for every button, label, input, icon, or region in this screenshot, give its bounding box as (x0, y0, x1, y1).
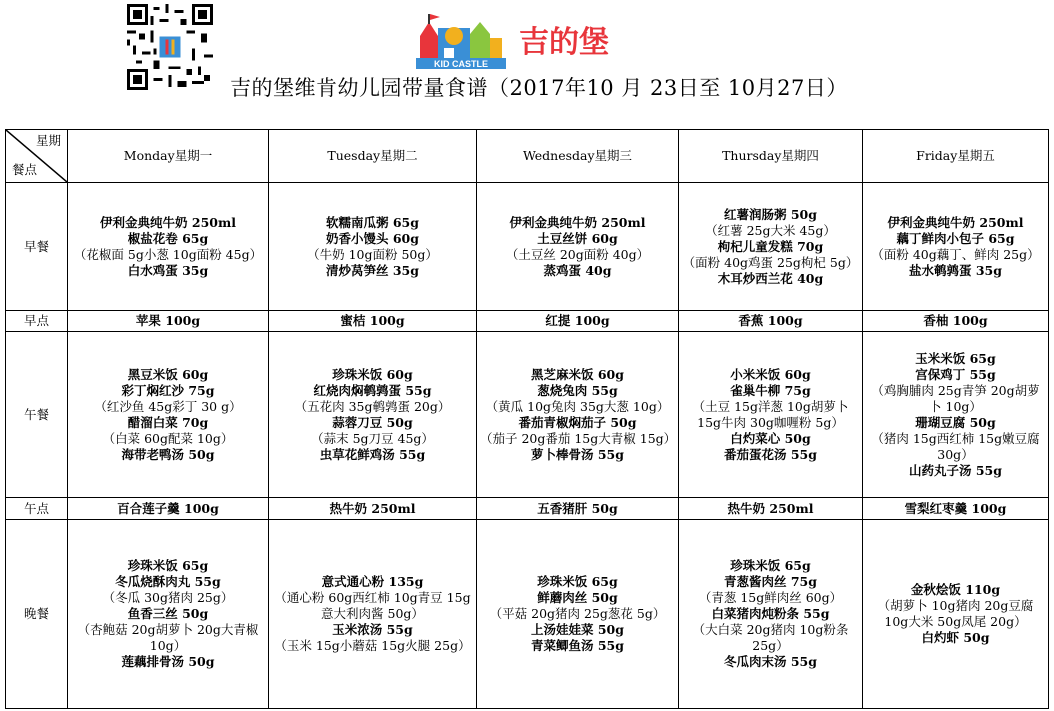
menu-cell (269, 520, 477, 709)
dish-item: 雀巢牛柳 75g (730, 382, 811, 398)
dish-item: 宫保鸡丁 55g (915, 366, 996, 382)
day-header-tuesday: Tuesday星期二 (269, 130, 477, 183)
dish-item: 红提 100g (545, 313, 610, 328)
ingredient-note: （杏鲍菇 20g胡萝卜 20g大青椒 10g） (77, 622, 259, 653)
dish-item: 热牛奶 250ml (727, 500, 814, 516)
meal-label: 早点 (6, 311, 68, 332)
menu-cell (477, 498, 679, 520)
ingredient-note: （胡萝卜 10g猪肉 20g豆腐 10g大米 50g凤尾 20g） (877, 598, 1034, 629)
dish-item: 珍珠米饭 65g (537, 574, 618, 589)
menu-cell (68, 311, 269, 332)
dish-item: 蒜蓉刀豆 50g (332, 414, 413, 430)
menu-cell (679, 332, 863, 498)
dish-item: 伊利金典纯牛奶 250ml (509, 214, 646, 230)
corner-cell (6, 130, 68, 183)
menu-cell (269, 332, 477, 498)
ingredient-note: （土豆丝 20g面粉 40g） (505, 246, 650, 262)
dish-item: 奶香小馒头 60g (326, 230, 419, 246)
ingredient-note: （白菜 60g配菜 10g） (102, 430, 234, 446)
ingredient-note: （土豆 15g洋葱 10g胡萝卜 15g牛肉 30g咖喱粉 5g） (692, 398, 849, 430)
dish-item: 珍珠米饭 60g (332, 366, 413, 382)
dish-item: 海带老鸭汤 50g (121, 446, 215, 462)
ingredient-note: （黄瓜 10g兔肉 35g大葱 10g） (485, 398, 670, 414)
dish-item: 木耳炒西兰花 40g (717, 270, 824, 286)
brand-en: KID CASTLE (434, 59, 488, 69)
row-afternoon-snack (6, 498, 1049, 520)
ingredient-note: （冬瓜 30g猪肉 25g） (102, 590, 234, 605)
day-header-friday: Friday星期五 (863, 130, 1049, 183)
dish-item: 醋溜白菜 70g (127, 414, 209, 430)
ingredient-note: （红沙鱼 45g彩丁 30 g） (94, 398, 242, 414)
ingredient-note: （蒜末 5g刀豆 45g） (311, 430, 434, 446)
dish-item: 白灼虾 50g (921, 630, 990, 645)
dish-item: 虫草花鲜鸡汤 55g (319, 446, 426, 462)
dish-item: 彩丁焖红沙 75g (121, 382, 215, 398)
dish-item: 土豆丝饼 60g (537, 230, 618, 246)
dish-item: 青菜鲫鱼汤 55g (531, 638, 624, 653)
menu-cell (269, 311, 477, 332)
meal-label: 晚餐 (6, 520, 68, 709)
dish-item: 莲藕排骨汤 50g (121, 654, 215, 669)
ingredient-note: （花椒面 5g小葱 10g面粉 45g） (73, 246, 263, 262)
dish-item: 伊利金典纯牛奶 250ml (100, 214, 236, 230)
ingredient-note: （面粉 40g鸡蛋 25g枸杞 5g） (682, 254, 859, 270)
dish-item: 蒸鸡蛋 40g (543, 262, 612, 278)
dish-item: 番茄蛋花汤 55g (724, 446, 817, 462)
dish-item: 萝卜棒骨汤 55g (531, 446, 624, 462)
day-header-thursday: Thursday星期四 (679, 130, 863, 183)
dish-item: 盐水鹌鹑蛋 35g (909, 262, 1002, 278)
menu-cell (269, 183, 477, 311)
menu-cell (863, 520, 1049, 709)
menu-cell (679, 498, 863, 520)
qr-code-image (127, 4, 213, 90)
menu-cell (477, 311, 679, 332)
dish-item: 番茄青椒焖茄子 50g (518, 414, 637, 430)
dish-item: 白菜猪肉炖粉条 55g (711, 606, 830, 621)
dish-item: 鲜蘑肉丝 50g (537, 590, 618, 605)
dish-item: 香柚 100g (923, 313, 988, 328)
day-header-monday: Monday星期一 (68, 130, 269, 183)
page-title: 吉的堡维肯幼儿园带量食谱（2017年10 月 23日至 10月27日） (230, 76, 848, 100)
dish-item: 珍珠米饭 65g (730, 558, 811, 573)
menu-cell (477, 520, 679, 709)
dish-item: 黑豆米饭 60g (127, 366, 209, 382)
dish-item: 玉米米饭 65g (915, 350, 996, 366)
dish-item: 蜜桔 100g (340, 313, 405, 328)
row-lunch (6, 332, 1049, 498)
ingredient-note: （青葱 15g鲜肉丝 60g） (698, 590, 843, 605)
dish-item: 金秋烩饭 110g (910, 582, 1001, 597)
dish-item: 珊瑚豆腐 50g (915, 414, 996, 430)
dish-item: 雪梨红枣羹 100g (904, 500, 1007, 516)
row-breakfast (6, 183, 1049, 311)
ingredient-note: （平菇 20g猪肉 25g葱花 5g） (489, 606, 666, 621)
ingredient-note: （红薯 25g大米 45g） (705, 222, 836, 238)
dish-item: 清炒莴笋丝 35g (326, 262, 419, 278)
dish-item: 山药丸子汤 55g (909, 462, 1002, 478)
menu-cell (863, 311, 1049, 332)
menu-table (5, 129, 1049, 709)
dish-item: 意式通心粉 135g (321, 574, 424, 589)
dish-item: 玉米浓汤 55g (332, 622, 413, 637)
ingredient-note: （通心粉 60g西红柿 10g青豆 15g意大利肉酱 50g） (274, 590, 471, 621)
dish-item: 珍珠米饭 65g (127, 558, 209, 573)
day-header-wednesday: Wednesday星期三 (477, 130, 679, 183)
menu-cell (269, 498, 477, 520)
menu-cell (68, 498, 269, 520)
dish-item: 上汤娃娃菜 50g (531, 622, 624, 637)
dish-item: 软糯南瓜粥 65g (326, 214, 419, 230)
corner-top-label: 星期 (35, 133, 61, 148)
row-morning-snack (6, 311, 1049, 332)
dish-item: 热牛奶 250ml (329, 500, 416, 516)
menu-cell (679, 520, 863, 709)
dish-item: 百合莲子羹 100g (117, 500, 219, 516)
dish-item: 小米米饭 60g (730, 366, 811, 382)
menu-cell (863, 498, 1049, 520)
meal-label: 午点 (6, 498, 68, 520)
row-dinner (6, 520, 1049, 709)
dish-item: 苹果 100g (135, 313, 201, 328)
menu-cell (477, 183, 679, 311)
dish-item: 藕丁鲜肉小包子 65g (896, 230, 1015, 246)
header-row (6, 130, 1049, 183)
menu-cell (68, 183, 269, 311)
ingredient-note: （面粉 40g藕丁、鲜肉 25g） (871, 246, 1040, 262)
dish-item: 黑芝麻米饭 60g (531, 366, 624, 382)
ingredient-note: （猪肉 15g西红柿 15g嫩豆腐 30g） (871, 430, 1040, 462)
ingredient-note: （鸡胸脯肉 25g青笋 20g胡萝卜 10g） (871, 382, 1040, 414)
menu-cell (679, 311, 863, 332)
corner-bottom-label: 餐点 (12, 162, 38, 177)
menu-cell (679, 183, 863, 311)
dish-item: 冬瓜烧酥肉丸 55g (115, 574, 221, 589)
dish-item: 红烧肉焖鹌鹑蛋 55g (313, 382, 432, 398)
meal-label: 午餐 (6, 332, 68, 498)
dish-item: 五香猪肝 50g (537, 500, 618, 516)
ingredient-note: （茄子 20g番茄 15g大青椒 15g） (480, 430, 677, 446)
menu-cell (477, 332, 679, 498)
dish-item: 红薯润肠粥 50g (724, 206, 817, 222)
menu-cell (863, 332, 1049, 498)
brand-cn: 吉的堡 (519, 25, 609, 60)
dish-item: 青葱酱肉丝 75g (724, 574, 817, 589)
dish-item: 枸杞儿童发糕 70g (717, 238, 824, 254)
dish-item: 椒盐花卷 65g (127, 230, 209, 246)
dish-item: 香蕉 100g (738, 313, 803, 328)
dish-item: 鱼香三丝 50g (127, 606, 209, 621)
kid-castle-logo (414, 8, 624, 70)
dish-item: 冬瓜肉末汤 55g (724, 654, 817, 669)
ingredient-note: （玉米 15g小蘑菇 15g火腿 25g） (274, 638, 471, 653)
dish-item: 白水鸡蛋 35g (127, 262, 209, 278)
ingredient-note: （大白菜 20g猪肉 10g粉条 25g） (692, 622, 849, 653)
dish-item: 伊利金典纯牛奶 250ml (887, 214, 1024, 230)
dish-item: 葱烧兔肉 55g (537, 382, 618, 398)
ingredient-note: （五花肉 35g鹌鹑蛋 20g） (294, 398, 451, 414)
menu-cell (68, 520, 269, 709)
ingredient-note: （牛奶 10g面粉 50g） (307, 246, 438, 262)
dish-item: 白灼菜心 50g (730, 430, 811, 446)
menu-cell (863, 183, 1049, 311)
meal-label: 早餐 (6, 183, 68, 311)
menu-cell (68, 332, 269, 498)
